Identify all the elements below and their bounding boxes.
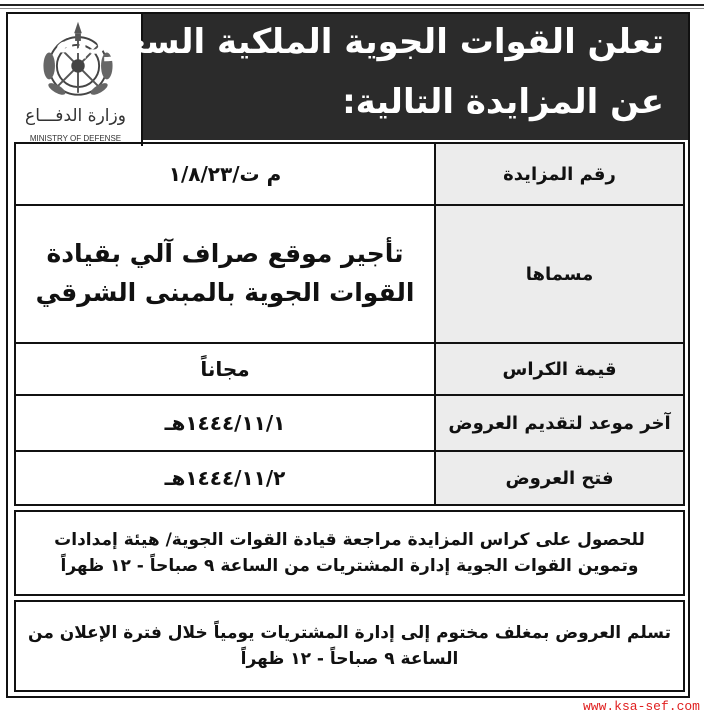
ministry-name-arabic: وزارة الدفـــاع [25, 106, 126, 126]
submission-note-line-2: الساعة ٩ صباحاً - ١٢ ظهراً [240, 649, 459, 669]
booklet-note-line-1: للحصول على كراس المزايدة مراجعة قيادة القوات الجوية/ هيئة إمدادات [54, 529, 645, 550]
row-label: فتح العروض [434, 452, 683, 504]
top-rule [0, 4, 704, 6]
booklet-note-line-2: وتموين القوات الجوية إدارة المشتريات من الساعة ٩ صباحاً - ١٢ ظهراً [60, 556, 639, 576]
title-value-line-1: تأجير موقع صراف آلي بقيادة [46, 239, 404, 269]
row-label: مسماها [434, 206, 683, 342]
table-row-booklet-price [16, 344, 683, 396]
top-rule-thin [0, 8, 704, 9]
ministry-name-english: MINISTRY OF DEFENSE [29, 134, 122, 143]
auction-details-table [14, 142, 685, 506]
title-line-2: عن المزايدة التالية: [342, 82, 664, 122]
row-label: رقم المزايدة [434, 144, 683, 204]
row-value: ١٤٤٤/١١/٢هـ [164, 466, 286, 490]
submission-note-line-1: تسلم العروض بمغلف مختوم إلى إدارة المشتريات يومياً خلال فترة الإعلان من [28, 622, 671, 643]
title-value-line-2: القوات الجوية بالمبنى الشرقي [35, 278, 415, 307]
table-row-deadline [16, 396, 683, 452]
submission-note [14, 600, 685, 692]
booklet-note [14, 510, 685, 596]
table-row-opening [16, 452, 683, 504]
title-line-1: تعلن القوات الجوية الملكية السعودية [54, 22, 664, 62]
row-label: قيمة الكراس [434, 344, 683, 394]
row-value: م ت/١/٨/٢٣ [168, 162, 282, 186]
row-value: ١٤٤٤/١١/١هـ [164, 411, 286, 435]
row-value [16, 206, 434, 342]
row-label: آخر موعد لتقديم العروض [434, 396, 683, 450]
table-row-title [16, 206, 683, 344]
website-watermark: www.ksa-sef.com [582, 699, 700, 714]
row-value: مجاناً [200, 357, 250, 381]
table-row-auction-number [16, 144, 683, 206]
